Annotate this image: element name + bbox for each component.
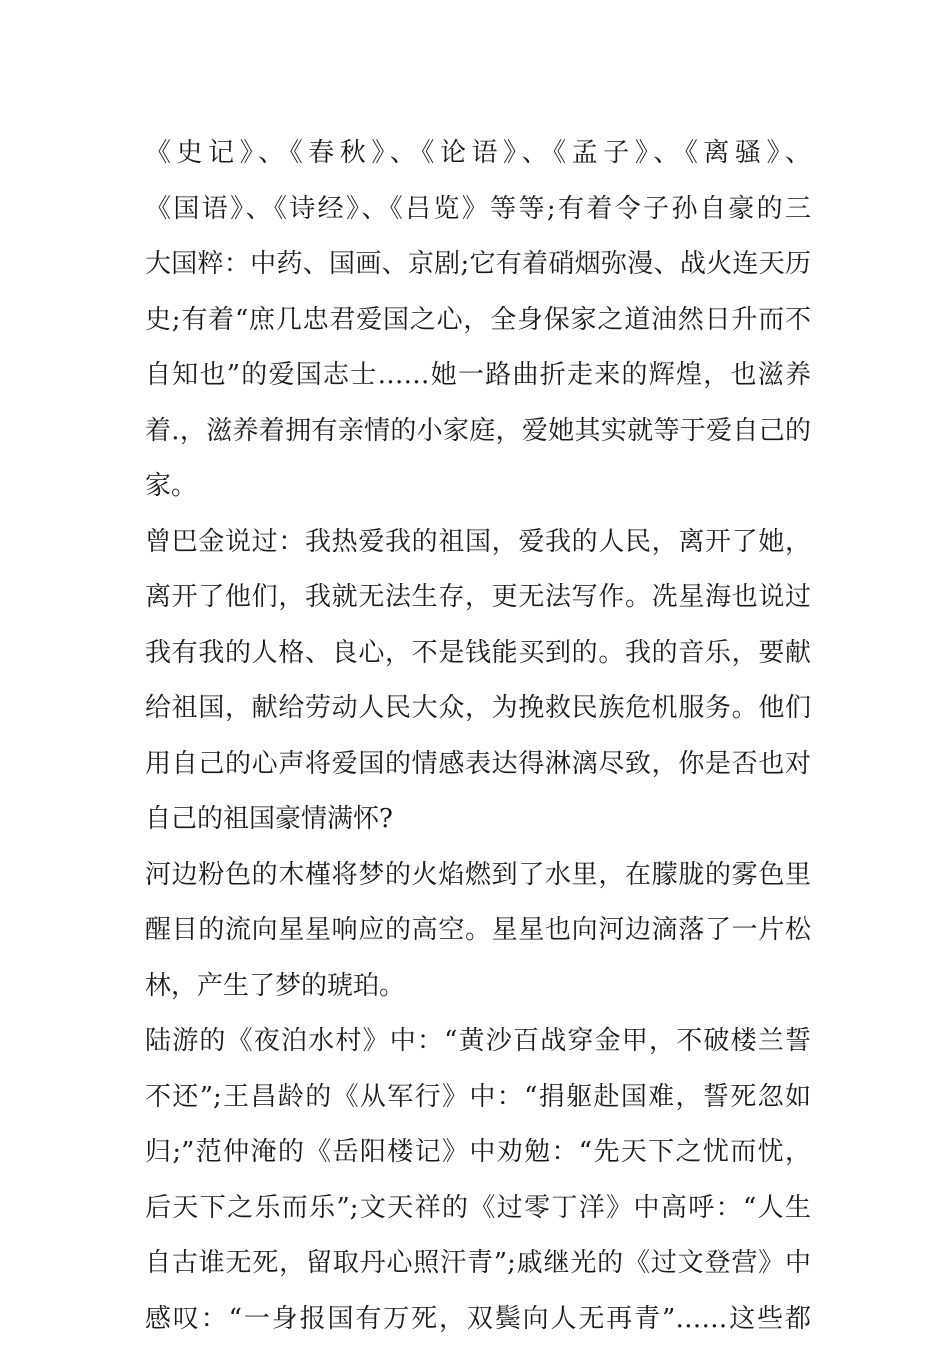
- text-line: 感叹：“一身报国有万死，双鬓向人无再青”……这些都: [145, 1292, 811, 1347]
- text-line: 自己的祖国豪情满怀?: [145, 792, 811, 848]
- text-line: 河边粉色的木槿将梦的火焰燃到了水里，在朦胧的雾色里: [145, 848, 811, 904]
- text-line: 陆游的《夜泊水村》中：“黄沙百战穿金甲，不破楼兰誓: [145, 1014, 811, 1070]
- text-line: 曾巴金说过：我热爱我的祖国，爱我的人民，离开了她，: [145, 515, 811, 571]
- paragraph-ba-jin: [145, 515, 811, 848]
- text-line: 《史记》、《春秋》、《论语》、《孟子》、《离骚》、: [145, 126, 811, 182]
- text-line: 自古谁无死，留取丹心照汗青”;戚继光的《过文登营》中: [145, 1236, 811, 1292]
- text-line: 大国粹：中药、国画、京剧;它有着硝烟弥漫、战火连天历: [145, 237, 811, 293]
- text-line: 离开了他们，我就无法生存，更无法写作。冼星海也说过: [145, 570, 811, 626]
- text-line: 《国语》、《诗经》、《吕览》等等;有着令子孙自豪的三: [145, 182, 811, 238]
- text-line: 不还”;王昌龄的《从军行》中：“捐躯赴国难，誓死忽如: [145, 1070, 811, 1126]
- text-line: 史;有着“庶几忠君爱国之心，全身保家之道油然日升而不: [145, 293, 811, 349]
- paragraph-hibiscus: [145, 848, 811, 1015]
- text-line: 林，产生了梦的琥珀。: [145, 959, 811, 1015]
- text-line: 我有我的人格、良心，不是钱能买到的。我的音乐，要献: [145, 626, 811, 682]
- text-line: 醒目的流向星星响应的高空。星星也向河边滴落了一片松: [145, 903, 811, 959]
- text-line: 着.，滋养着拥有亲情的小家庭，爱她其实就等于爱自己的: [145, 404, 811, 460]
- text-line: 后天下之乐而乐”;文天祥的《过零丁洋》中高呼：“人生: [145, 1181, 811, 1237]
- paragraph-poems: [145, 1014, 811, 1347]
- text-line: 给祖国，献给劳动人民大众，为挽救民族危机服务。他们: [145, 681, 811, 737]
- text-line: 家。: [145, 459, 811, 515]
- paragraph-classics: [145, 126, 811, 515]
- text-line: 自知也”的爱国志士……她一路曲折走来的辉煌，也滋养: [145, 348, 811, 404]
- text-line: 归;”范仲淹的《岳阳楼记》中劝勉：“先天下之忧而忧，: [145, 1125, 811, 1181]
- text-line: 用自己的心声将爱国的情感表达得淋漓尽致，你是否也对: [145, 737, 811, 793]
- document-body: [145, 126, 811, 1347]
